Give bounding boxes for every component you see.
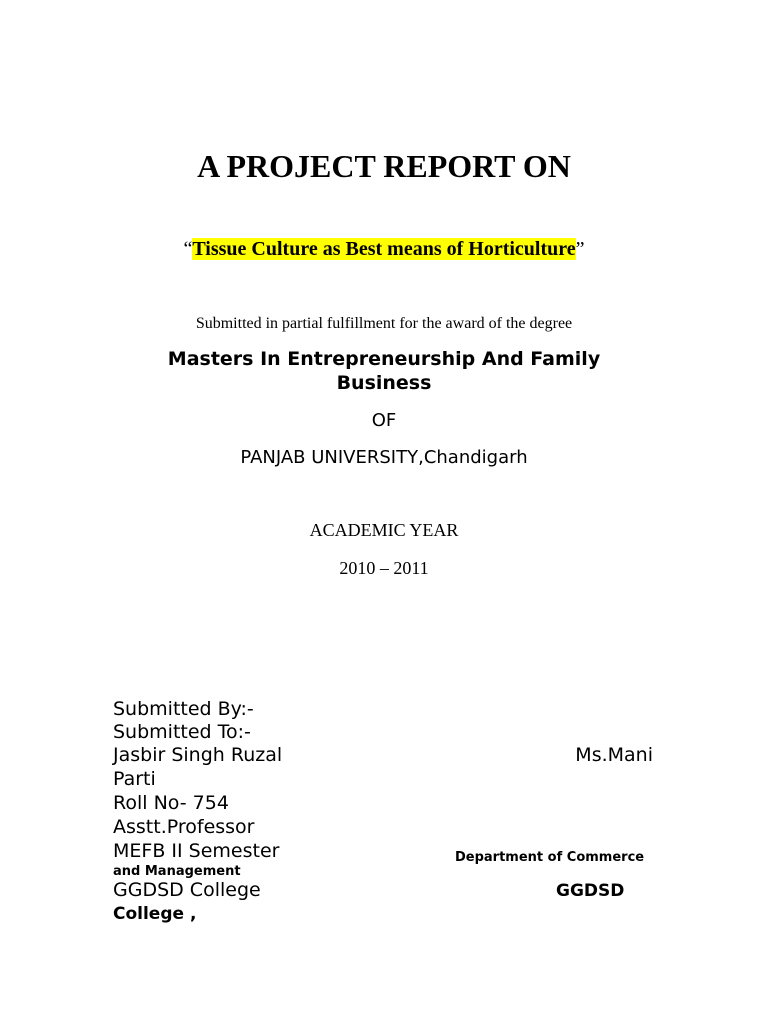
teacher-name-continued: Parti [113,768,156,790]
teacher-college: GGDSD [556,881,625,901]
topic-close-quote: ” [575,238,585,260]
student-college: GGDSD College [113,879,261,901]
college-row [113,879,653,902]
teacher-college-continued [113,903,653,926]
teacher-college-suffix: , [184,904,197,924]
academic-year-label: ACADEMIC YEAR [309,520,459,540]
topic-open-quote: “ [183,238,193,260]
student-name: Jasbir Singh Ruzal [113,744,283,766]
submission-statement: Submitted in partial fulfillment for the award of the degree [195,315,573,332]
department-name: Department of Commerce [455,850,645,865]
teacher-college-word: College [113,904,185,924]
university-name: PANJAB UNIVERSITY,Chandigarh [240,447,528,468]
roll-number: Roll No- 754 [113,792,229,814]
submission-details [113,698,653,938]
student-semester: MEFB II Semester [113,840,280,862]
of-label: OF [371,410,397,431]
report-title: A PROJECT REPORT ON [197,148,571,184]
teacher-designation: Asstt.Professor [113,816,255,838]
department-name-continued: and Management [113,864,241,879]
name-row [113,744,653,767]
project-topic [0,238,768,261]
teacher-name: Ms.Mani [575,744,653,766]
submitted-to-label: Submitted To:- [113,721,251,743]
topic-text: Tissue Culture as Best means of Horticulture [192,238,576,260]
academic-year: 2010 – 2011 [339,558,429,578]
submitted-by-label: Submitted By:- [113,698,254,720]
semester-row [113,840,653,863]
degree-name: Masters In Entrepreneurship And Family Business [167,348,601,394]
